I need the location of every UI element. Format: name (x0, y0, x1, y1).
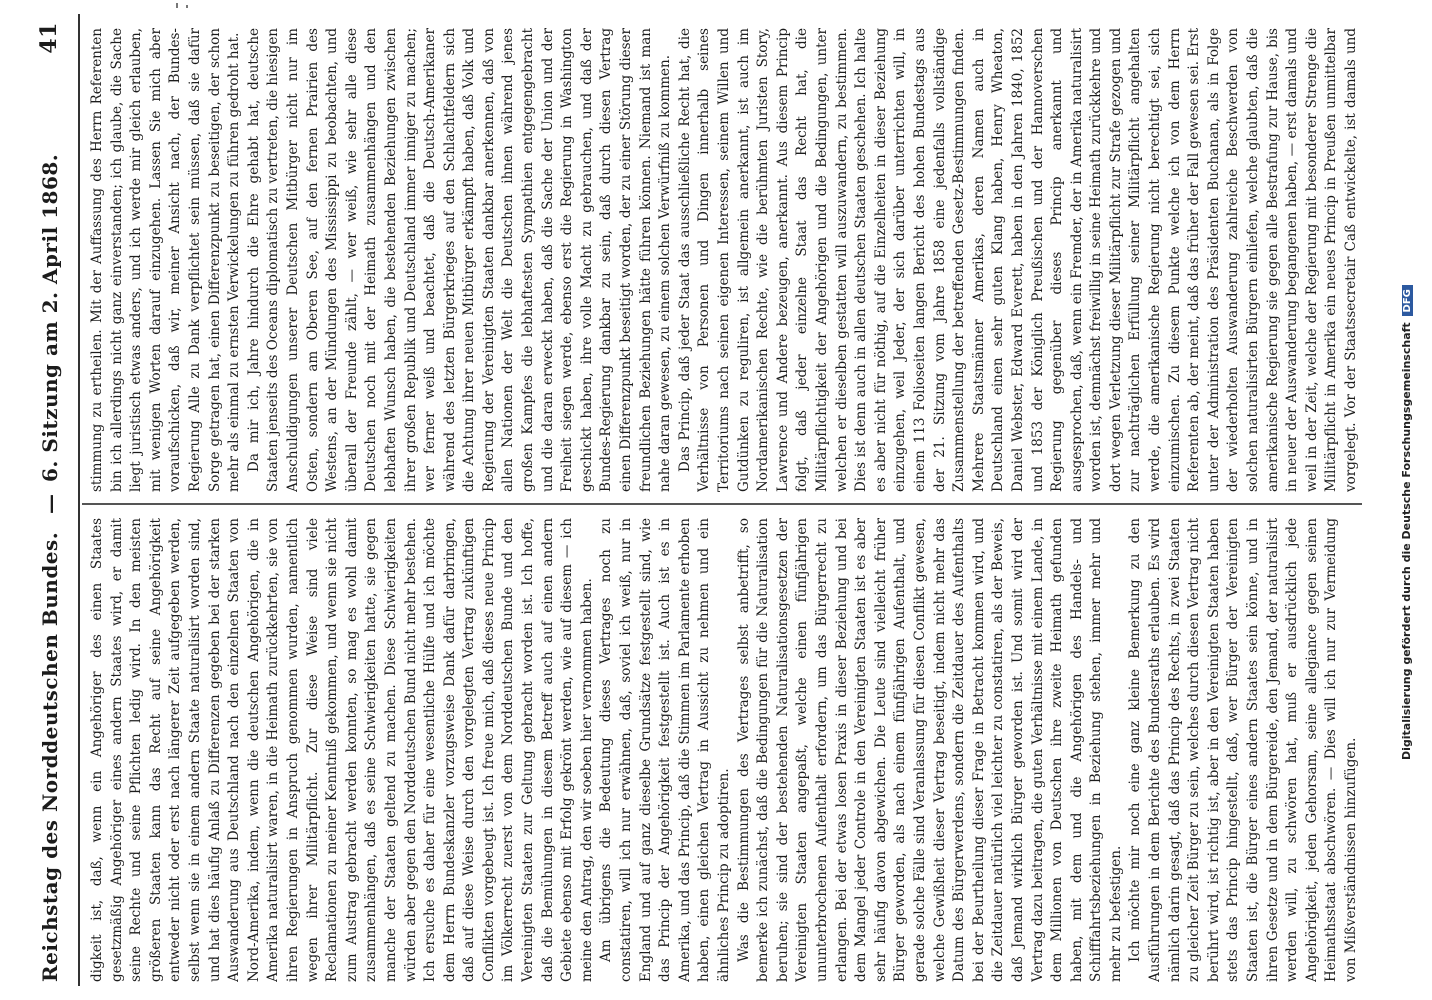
header-right-title: 6. Sitzung am 2. April 1868. (38, 153, 62, 482)
paragraph: Am übrigens die Bedeutung dieses Vertrages noch zu constatiren, will ich nur erwähnen, daß, soviel ich weiß, nur in England und auf ganz dieselbe Grundsätze festgestellt sind, wie das Princip der Angehörigkeit festgestellt ist. Auch ist es in Amerika, und das Princip, daß die Stimmen im Parlamente erhoben haben, einen gleichen Vertrag in Aussicht zu nehmen und ein ähnliches Princip zu adoptiren. (598, 518, 732, 982)
paragraph: Ich möchte mir noch eine ganz kleine Bemerkung zu den Ausführungen in dem Berichte des Bundesraths erlauben. Es wird nämlich darin gesagt, daß das Princip des Rechts, in zwei Staaten zu gleicher Zeit Bürger zu sein, welches durch diesen Vertrag nicht berührt wird, ist richtig ist, aber in den Vereinigten Staaten haben stets das Princip hingestellt, daß, wer Bürger der Vereinigten Staaten ist, die Bürger eines andern Staates sein könne, und in ihren Gesetze und in dem Bürgereide, den Jemand, der naturalisirt werden will, zu schwören hat, muß er ausdrücklich jede Angehörigkeit, jeden Gehorsam, seine allegiance gegen seinen Heimathsstaat abschwören. — Dies will ich nur zur Vermeidung von Mißverständnissen hinzufügen. (1127, 518, 1359, 982)
scan-artifact (176, 3, 178, 8)
page-number: 41 (36, 22, 62, 54)
right-column (88, 28, 1362, 492)
column-divider (82, 503, 1362, 505)
digitization-credit (1400, 20, 1413, 760)
scan-artifact (186, 5, 188, 8)
paragraph: Was die Bestimmungen des Vertrages selbst anbetrifft, so bemerke ich zunächst, daß die Bedingungen für die Naturalisation beruhen; sie sind der bestehenden Naturalisationsgesetzen der Vereinigten Staaten angepaßt, welche einen fünfjährigen ununterbrochenen Aufenthalt erfordern, um das Bürgerrecht zu erlangen. Bei der etwas losen Praxis in dieser Beziehung und bei dem Mangel jeder Controle in den Vereinigten Staaten ist es aber sehr häufig davon abgewichen. Die Leute sind vielleicht früher Bürger geworden, als nach einem fünfjährigen Aufenthalt, und gerade solche Fälle sind Veranlassung für diesen Conflikt gewesen, welche Gewißheit dieser Vertrag beseitigt, indem nicht mehr das Datum des Bürgerwerdens, sondern die Zeitdauer des Aufenthalts bei der Beurtheilung dieser Frage in Betracht kommen wird, und die Zeitdauer natürlich viel leichter zu constatiren, als der Beweis, daß Jemand wirklich Bürger geworden ist. Und somit wird der Vertrag dazu beitragen, die guten Verhältnisse mit einem Lande, in dem Millionen von Deutschen ihre zweite Heimath gefunden haben, mit dem und die Angehörigen des Handels- und Schifffahrtsbeziehungen in Beziehung stehen, immer mehr und mehr zu befestigen. (735, 518, 1124, 982)
header-left-title: Reichstag des Norddeutschen Bundes. (38, 531, 62, 982)
header-separator: — (38, 493, 62, 514)
page-header (30, 18, 74, 982)
paragraph: Das Princip, daß jeder Staat das ausschließliche Recht hat, die Verhältnisse von Personen und Dingen innerhalb seines Territoriums nach seinen eigenen Interessen, seinem Willen und Gutdünken zu reguliren, ist allgemein anerkannt, ist auch im Nordamerikanischen Rechte, wie die berühmten Juristen Story, Lawrence und Andere bezeugen, anerkannt. Aus diesem Princip folgt, daß jeder einzelne Staat das Recht hat, die Militärpflichtigkeit der Angehörigen und die Bedingungen, unter welchen er dieselben gestatten will auszuwandern, zu bestimmen. Dies ist denn auch in allen deutschen Staaten geschehen. Ich halte es aber nicht für nöthig, auf die Einzelheiten in dieser Beziehung einzugehen, weil Jeder, der sich darüber unterrichten will, in einem 113 Folioseiten langen Bericht des hohen Bundestags aus der 21. Sitzung vom Jahre 1858 eine jedenfalls vollständige Zusammenstellung der betreffenden Gesetz-Bestimmungen finden. Mehrere Staatsmänner Amerikas, deren Namen auch in Deutschland einen sehr guten Klang haben, Henry Wheaton, Daniel Webster, Edward Everett, haben in den Jahren 1840, 1852 und 1853 der Königlich Preußischen und der Hannoverschen Regierung gegenüber dieses Princip anerkannt und ausgesprochen, daß, wenn ein Fremder, der in Amerika naturalisirt worden ist, demnächst freiwillig in seine Heimath zurückkehre und dort wegen Verletzung dieser Militärpflicht zur Strafe gezogen und zur nachträglichen Erfüllung seiner Militärpflicht angehalten werde, die amerikanische Regierung nicht berechtigt sei, sich einzumischen. Zu diesem Punkte welche ich von dem Herrn Referenten ab, der meint, daß das früher der Fall gewesen sei. Erst unter der Administration des Präsidenten Buchanan, als in Folge der wiederholten Auswanderung zahlreiche Beschwerden von solchen naturalisirten Bürgern einliefen, welche glaubten, daß die amerikanische Regierung sie gegen alle Bestrafung zur Hause, bis in neuer der Auswanderung begangenen haben, — erst damals und weil in der Zeit, welche der Regierung mit besonderer Strenge die Militärpflicht in Amerika ein neues Princip in Preußen unmittelbar vorgelegt. Vor der Staatssecretair Caß entwickelte, ist damals und (676, 28, 1359, 492)
paragraph: digkeit ist, daß, wenn ein Angehöriger des einen Staates gesetzmäßig Angehöriger eines andern Staates wird, er damit seine Rechte und seine Pflichten ledig wird. In den meisten größeren Staaten kann das Recht auf seine Angehörigkeit entweder nicht oder erst nach längerer Zeit aufgegeben werden, selbst wenn sie in einem andern Staate naturalisirt worden sind, und hat dies häufig Anlaß zu Differenzen gegeben bei der starken Auswanderung aus Deutschland nach den einzelnen Staaten von Nord-Amerika, indem, wenn die deutschen Angehörigen, die in Amerika naturalisirt waren, in die Heimath zurückkehrten, sie von ihren Regierungen in Anspruch genommen wurden, namentlich wegen ihrer Militärpflicht. Zur diese Weise sind viele Reclamationen zu meiner Kenntniß gekommen, und wenn sie nicht zum Austrag gebracht werden konnten, so mag es wohl damit zusammenhängen, daß es seine Schwierigkeiten hatte, sie gegen manche der Staaten geltend zu machen. Diese Schwierigkeiten würden aber gegen den Norddeutschen Bund nicht mehr bestehen. Ich ersuche es daher für eine wesentliche Hülfe und ich möchte dem Herrn Bundeskanzler vorzugsweise Dank dafür darbringen, daß auf diese Weise durch den vorgelegten Vertrag zukünftigen Conflikten vorgebeugt ist. Ich freue mich, daß dieses neue Princip im Völkerrecht zuerst von dem Norddeutschen Bunde und den Vereinigten Staaten zur Geltung gebracht worden ist. Ich hoffe, daß die Bemühungen in diesem Betreff auch auf einen andern Gebiete ebenso mit Erfolg gekrönt werden, wie auf diesem — ich meine den Antrag, den wir soeben hier vernommen haben. (89, 518, 595, 982)
left-column (88, 518, 1362, 982)
credit-text: Digitalisierung gefördert durch die Deutsche Forschungsgemeinschaft (1400, 322, 1413, 760)
header-rule (78, 14, 80, 986)
paragraph: stimmung zu ertheilen. Mit der Auffassung des Herrn Referenten bin ich allerdings nicht ganz einverstanden; ich glaube, die Sache liegt juristisch etwas anders, und ich werde mir gleich erlauben, mit wenigen Worten darauf einzugehen. Lassen Sie mich aber voraufschicken, daß wir, meiner Ansicht nach, der Bundes-Regierung Alle zu Dank verpflichtet sein müssen, daß sie dafür Sorge getragen hat, einen Differenzpunkt zu beseitigen, der schon mehr als einmal zu ernsten Verwickelungen zu führen gedroht hat. (89, 28, 243, 492)
dfg-badge: DFG (1402, 285, 1413, 316)
paragraph: Da mir ich, Jahre hindurch die Ehre gehabt hat, deutsche Staaten jenseits des Oceans diplomatisch zu vertreten, die hiesigen Anschuldigungen unserer Deutschen Mitbürger nicht nur im Osten, sondern am Oberen See, auf den fernen Prairien des Westens, an der Mündungen des Mississippi zu beobachten, und überall der Freunde zählt, — wer weiß, wie sehr alle diese Deutschen noch mit der Heimath zusammenhängen und den lebhaften Wunsch haben, die bestehenden Beziehungen zwischen ihrer großen Republik und Deutschland immer inniger zu machen; wer ferner weiß und beachtet, daß die Deutsch-Amerikaner während des letzten Bürgerkrieges auf den Schlachtfeldern sich die Achtung ihrer neuen Mitbürger erkämpft haben, daß Volk und Regierung der Vereinigten Staaten dankbar anerkennen, daß von allen Nationen der Welt die Deutschen ihnen während jenes großen Kampfes die lebhaftesten Sympathien entgegengebracht und die daran erweckt haben, daß die Sache der Union und der Freiheit siegen werde, ebenso erst die Regierung in Washington geschickt haben, ihre volle Macht zu gebrauchen, und daß der Bundes-Regierung dankbar zu sein, daß durch diesen Vertrag einen Differenzpunkt beseitigt worden, der zu einer Störung dieser freundlichen Beziehungen hätte führen können. Niemand ist man nahe daran gewesen, zu einem solchen Verwürfniß zu kommen. (245, 28, 674, 492)
